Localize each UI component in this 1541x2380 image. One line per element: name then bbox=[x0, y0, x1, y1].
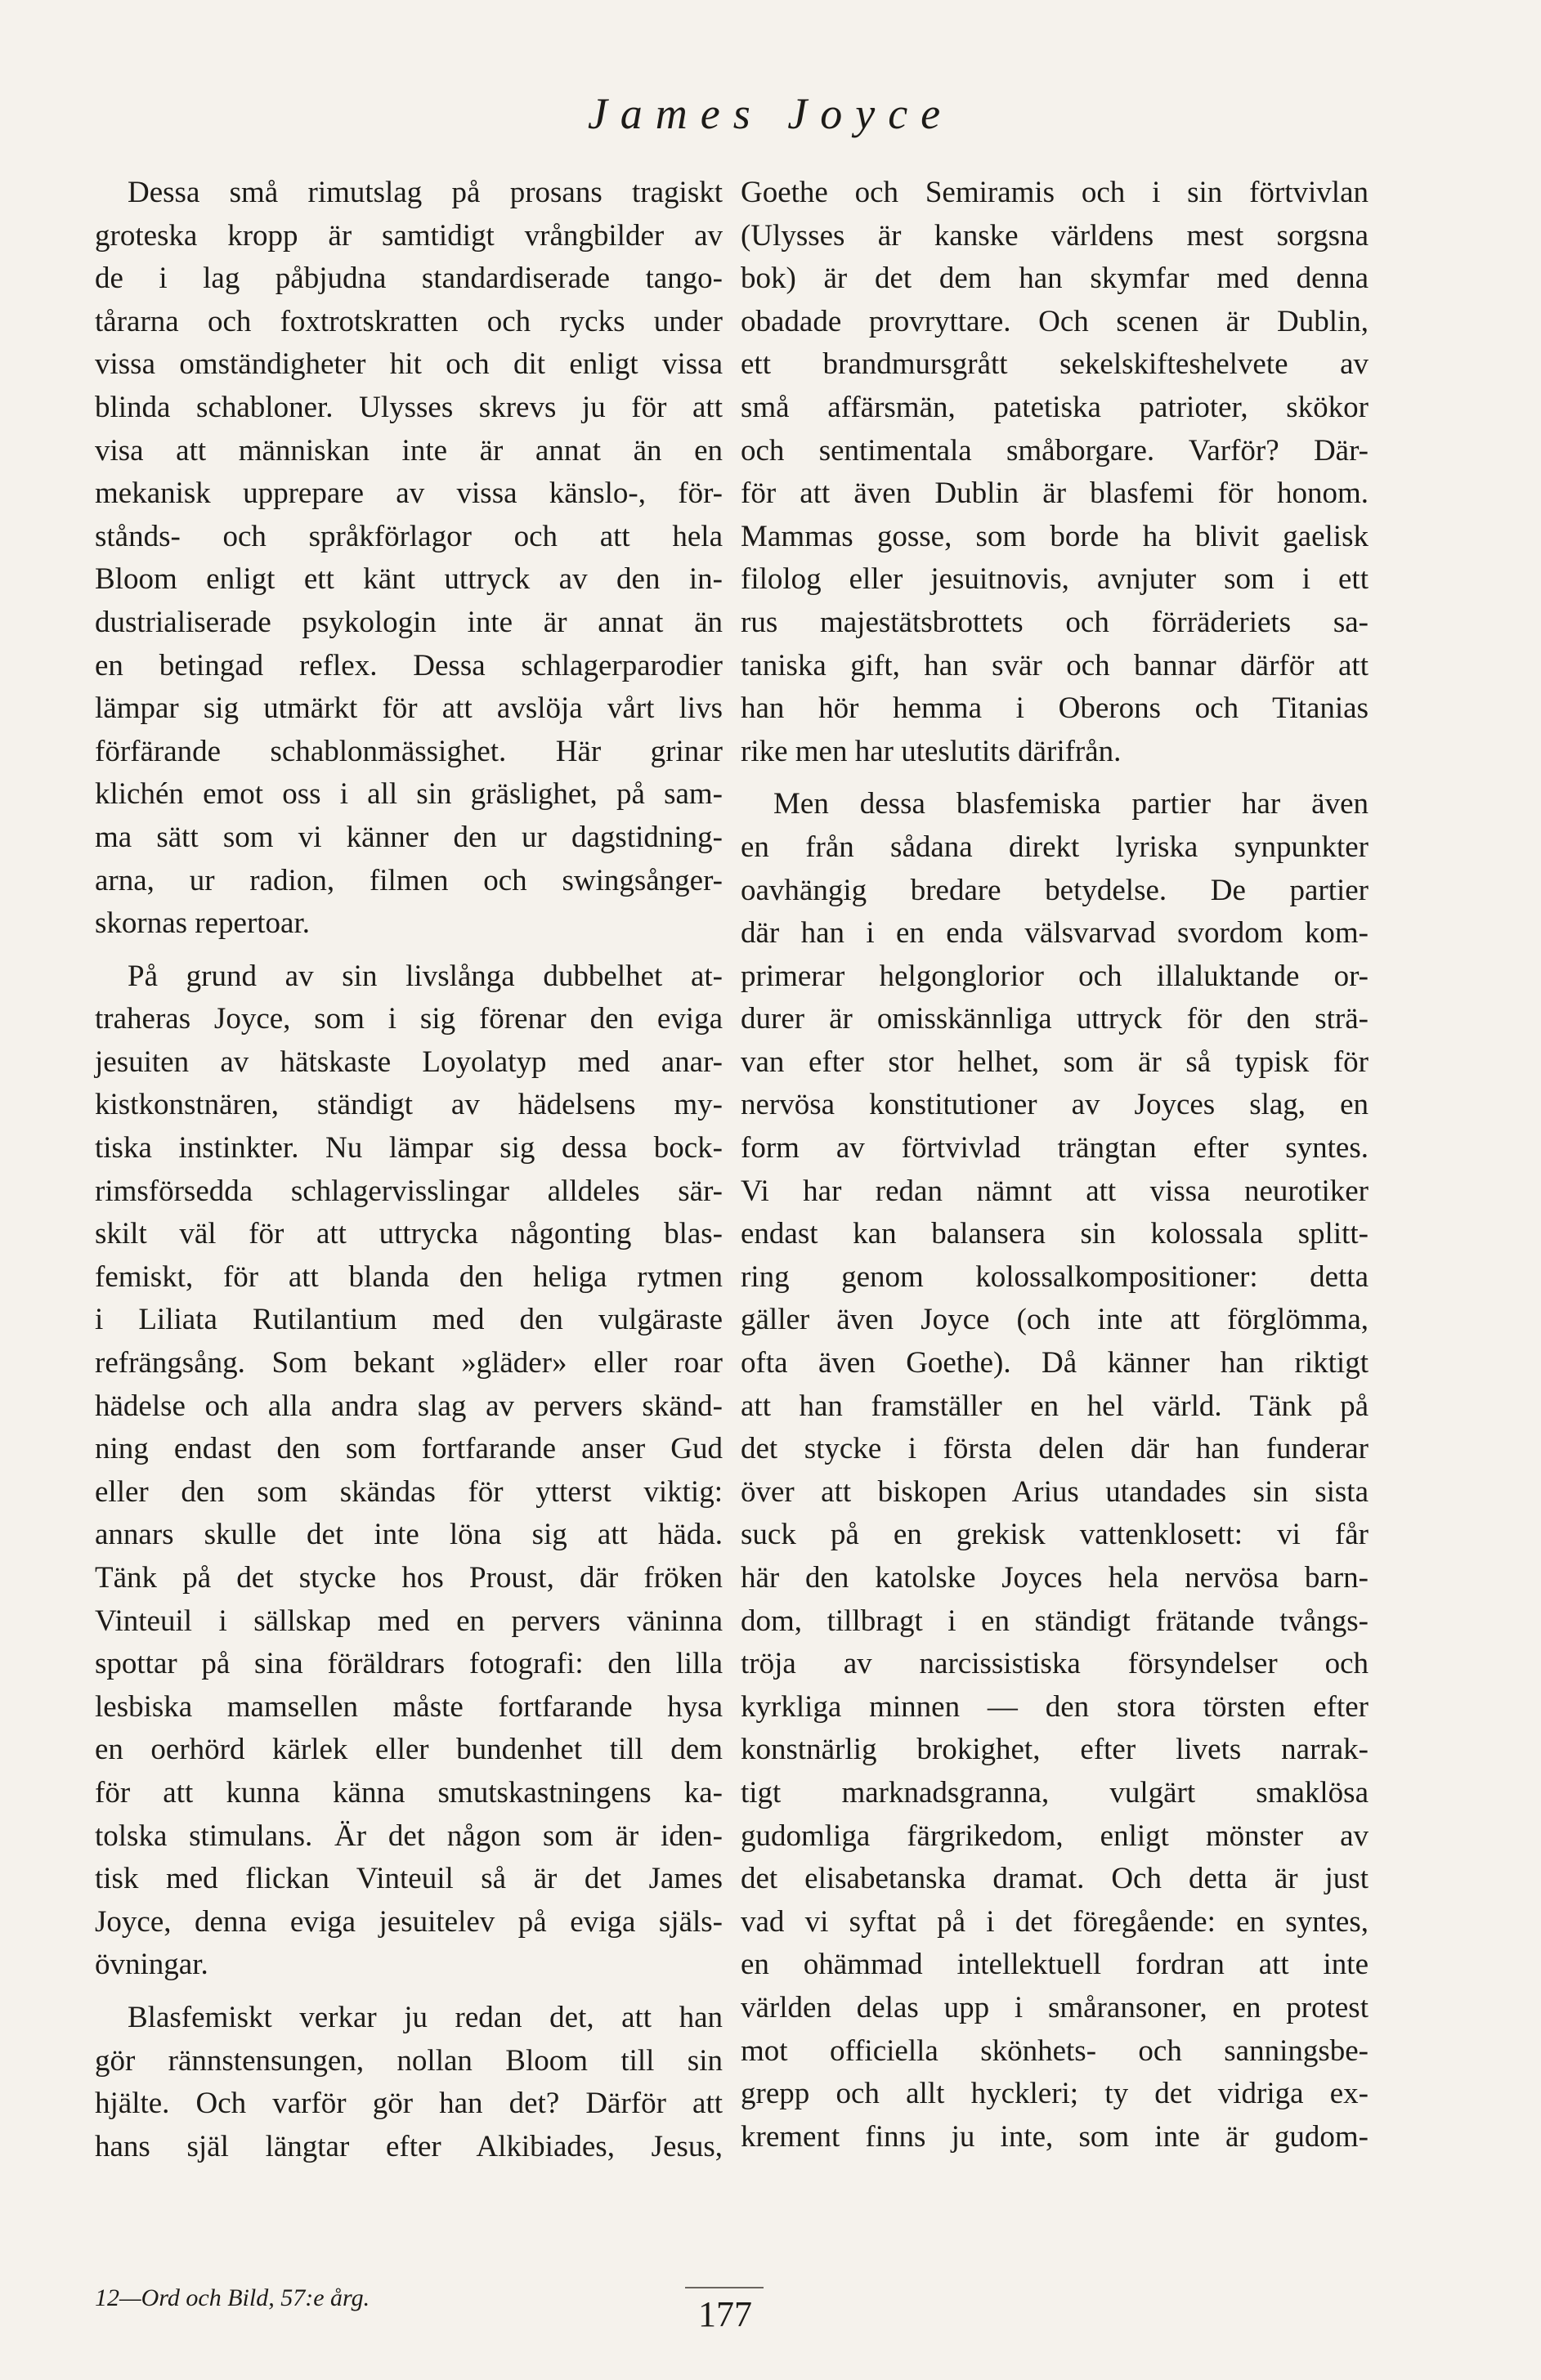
text-line: skornas repertoar. bbox=[95, 906, 311, 941]
text-line: en ohämmad intellektuell fordran att inte bbox=[741, 1948, 1369, 1982]
text-line: taniska gift, han svär och bannar därför att bbox=[741, 648, 1369, 682]
text-line: annars skulle det inte löna sig att häda. bbox=[95, 1518, 723, 1552]
text-line: spottar på sina föräldrars fotografi: den lilla bbox=[95, 1647, 723, 1681]
text-line: tårarna och foxtrotskratten och rycks under bbox=[95, 304, 723, 338]
text-line: Goethe och Semiramis och i sin förtvivlan bbox=[741, 176, 1369, 209]
text-line: hans själ längtar efter Alkibiades, Jesus, bbox=[95, 2129, 723, 2163]
text-line: Vinteuil i sällskap med en pervers väninna bbox=[95, 1604, 723, 1638]
text-line: lämpar sig utmärkt för att avslöja vårt livs bbox=[95, 691, 723, 726]
text-line: visa att människan inte är annat än en bbox=[95, 433, 723, 468]
text-line: Men dessa blasfemiska partier har även bbox=[773, 787, 1369, 821]
page-number: 177 bbox=[698, 2294, 752, 2334]
text-line: här den katolske Joyces hela nervösa barn- bbox=[741, 1561, 1369, 1595]
text-line: där han i en enda välsvarvad svordom kom- bbox=[741, 916, 1369, 951]
text-line: övningar. bbox=[95, 1948, 208, 1982]
text-line: dustrialiserade psykologin inte är annat än bbox=[95, 605, 723, 639]
text-line: för att kunna känna smutskastningens ka- bbox=[95, 1775, 723, 1810]
text-line: ning endast den som fortfarande anser Gud bbox=[95, 1432, 723, 1466]
text-line: dom, tillbragt i en ständigt frätande tvångs- bbox=[741, 1604, 1369, 1638]
text-line: tröja av narcissistiska försyndelser och bbox=[741, 1647, 1369, 1681]
text-line: världen delas upp i småransoner, en protest bbox=[741, 1990, 1369, 2024]
text-line: groteska kropp är samtidigt vrångbilder av bbox=[95, 218, 723, 253]
text-line: grepp och allt hyckleri; ty det vidriga ex- bbox=[741, 2077, 1369, 2111]
page-number-rule bbox=[685, 2287, 764, 2288]
text-line: filolog eller jesuitnovis, avnjuter som i ett bbox=[741, 562, 1369, 597]
text-line: arna, ur radion, filmen och swingsånger- bbox=[95, 863, 723, 897]
text-line: vad vi syftat på i det föregående: en syntes, bbox=[741, 1904, 1369, 1939]
text-line: rike men har uteslutits därifrån. bbox=[741, 734, 1122, 768]
text-line: refrängsång. Som bekant »gläder» eller roar bbox=[95, 1346, 723, 1380]
text-line: kistkonstnären, ständigt av hädelsens my- bbox=[95, 1088, 723, 1122]
text-line: Vi har redan nämnt att vissa neurotiker bbox=[741, 1174, 1369, 1208]
text-line: nervösa konstitutioner av Joyces slag, en bbox=[741, 1088, 1369, 1122]
text-line: suck på en grekisk vattenklosett: vi får bbox=[741, 1518, 1369, 1552]
footer-signature: 12—Ord och Bild, 57:e årg. bbox=[95, 2284, 370, 2311]
text-line: en oerhörd kärlek eller bundenhet till dem bbox=[95, 1733, 723, 1767]
text-line: i Liliata Rutilantium med den vulgäraste bbox=[95, 1303, 723, 1337]
text-line: mot officiella skönhets- och sanningsbe- bbox=[741, 2033, 1369, 2068]
text-line: tisk med flickan Vinteuil så är det James bbox=[95, 1862, 723, 1896]
text-line: ofta även Goethe). Då känner han riktigt bbox=[741, 1346, 1369, 1380]
text-line: ma sätt som vi känner den ur dagstidning- bbox=[95, 820, 723, 854]
text-line: rimsförsedda schlagervisslingar alldeles sär- bbox=[95, 1174, 723, 1208]
text-line: Joyce, denna eviga jesuitelev på eviga själs- bbox=[95, 1904, 723, 1939]
text-line: kyrkliga minnen — den stora törsten efter bbox=[741, 1689, 1369, 1724]
text-line: lesbiska mamsellen måste fortfarande hysa bbox=[95, 1689, 723, 1724]
text-line: femiskt, för att blanda den heliga rytmen bbox=[95, 1259, 723, 1294]
text-line: blinda schabloner. Ulysses skrevs ju för att bbox=[95, 390, 723, 424]
text-line: över att biskopen Arius utandades sin sista bbox=[741, 1474, 1369, 1509]
text-line: tigt marknadsgranna, vulgärt smaklösa bbox=[741, 1775, 1369, 1810]
text-line: stånds- och språkförlagor och att hela bbox=[95, 519, 723, 553]
text-line: de i lag påbjudna standardiserade tango- bbox=[95, 262, 723, 296]
text-line: obadade provryttare. Och scenen är Dublin, bbox=[741, 304, 1369, 338]
text-line: bok) är det dem han skymfar med denna bbox=[741, 262, 1369, 296]
running-header: James Joyce bbox=[587, 89, 954, 138]
text-line: gäller även Joyce (och inte att förglömma, bbox=[741, 1303, 1369, 1337]
text-line: tiska instinkter. Nu lämpar sig dessa bock- bbox=[95, 1131, 723, 1165]
text-line: det elisabetanska dramat. Och detta är just bbox=[741, 1862, 1369, 1896]
text-line: skilt väl för att uttrycka någonting blas- bbox=[95, 1217, 723, 1251]
text-line: rus majestätsbrottets och förräderiets sa- bbox=[741, 605, 1369, 639]
text-line: Dessa små rimutslag på prosans tragiskt bbox=[128, 176, 723, 209]
text-line: jesuiten av hätskaste Loyolatyp med anar- bbox=[95, 1045, 723, 1079]
text-line: endast kan balansera sin kolossala splitt- bbox=[741, 1217, 1369, 1251]
text-line: traheras Joyce, som i sig förenar den eviga bbox=[95, 1002, 723, 1036]
paragraph bbox=[95, 955, 723, 1987]
text-line: oavhängig bredare betydelse. De partier bbox=[741, 873, 1369, 907]
paragraph bbox=[95, 172, 723, 946]
text-line: gudomliga färgrikedom, enligt mönster av bbox=[741, 1819, 1369, 1853]
paragraph bbox=[741, 783, 1369, 2159]
text-line: mekanisk upprepare av vissa känslo-, för- bbox=[95, 476, 723, 511]
text-line: en betingad reflex. Dessa schlagerparodier bbox=[95, 648, 723, 682]
text-line: det stycke i första delen där han funderar bbox=[741, 1432, 1369, 1466]
paragraph bbox=[95, 1997, 723, 2168]
right-column bbox=[741, 172, 1369, 2159]
text-line: att han framställer en hel värld. Tänk på bbox=[741, 1389, 1369, 1423]
text-line: På grund av sin livslånga dubbelhet at- bbox=[128, 959, 723, 993]
text-line: hjälte. Och varför gör han det? Därför att bbox=[95, 2087, 723, 2121]
text-line: Blasfemiskt verkar ju redan det, att han bbox=[128, 2000, 723, 2034]
left-column bbox=[95, 172, 723, 2168]
text-line: små affärsmän, patetiska patrioter, skökor bbox=[741, 390, 1369, 424]
text-line: en från sådana direkt lyriska synpunkter bbox=[741, 830, 1369, 864]
text-line: för att även Dublin är blasfemi för honom. bbox=[741, 476, 1369, 511]
text-line: (Ulysses är kanske världens mest sorgsna bbox=[741, 218, 1369, 253]
text-line: primerar helgonglorior och illaluktande or- bbox=[741, 959, 1369, 993]
text-line: Mammas gosse, som borde ha blivit gaelisk bbox=[741, 519, 1369, 553]
text-line: tolska stimulans. Är det någon som är iden- bbox=[95, 1819, 723, 1853]
text-line: hädelse och alla andra slag av pervers skänd- bbox=[95, 1389, 723, 1423]
text-line: krement finns ju inte, som inte är gudom- bbox=[741, 2119, 1369, 2154]
text-line: vissa omständigheter hit och dit enligt vissa bbox=[95, 347, 723, 382]
text-line: klichén emot oss i all sin gräslighet, på sam- bbox=[95, 777, 723, 812]
paragraph bbox=[741, 172, 1369, 773]
text-line: Tänk på det stycke hos Proust, där fröken bbox=[95, 1561, 723, 1595]
text-line: Bloom enligt ett känt uttryck av den in- bbox=[95, 562, 723, 597]
text-line: gör rännstensungen, nollan Bloom till sin bbox=[95, 2043, 723, 2078]
text-line: eller den som skändas för ytterst viktig: bbox=[95, 1474, 723, 1509]
text-line: ring genom kolossalkompositioner: detta bbox=[741, 1259, 1369, 1294]
text-line: ett brandmursgrått sekelskifteshelvete av bbox=[741, 347, 1369, 382]
text-line: durer är omisskännliga uttryck för den strä- bbox=[741, 1002, 1369, 1036]
text-line: konstnärlig brokighet, efter livets narrak- bbox=[741, 1733, 1369, 1767]
text-line: form av förtvivlad trängtan efter syntes. bbox=[741, 1131, 1369, 1165]
text-line: och sentimentala småborgare. Varför? Där- bbox=[741, 433, 1369, 468]
text-line: han hör hemma i Oberons och Titanias bbox=[741, 691, 1369, 726]
text-line: förfärande schablonmässighet. Här grinar bbox=[95, 734, 723, 768]
text-line: van efter stor helhet, som är så typisk för bbox=[741, 1045, 1369, 1079]
